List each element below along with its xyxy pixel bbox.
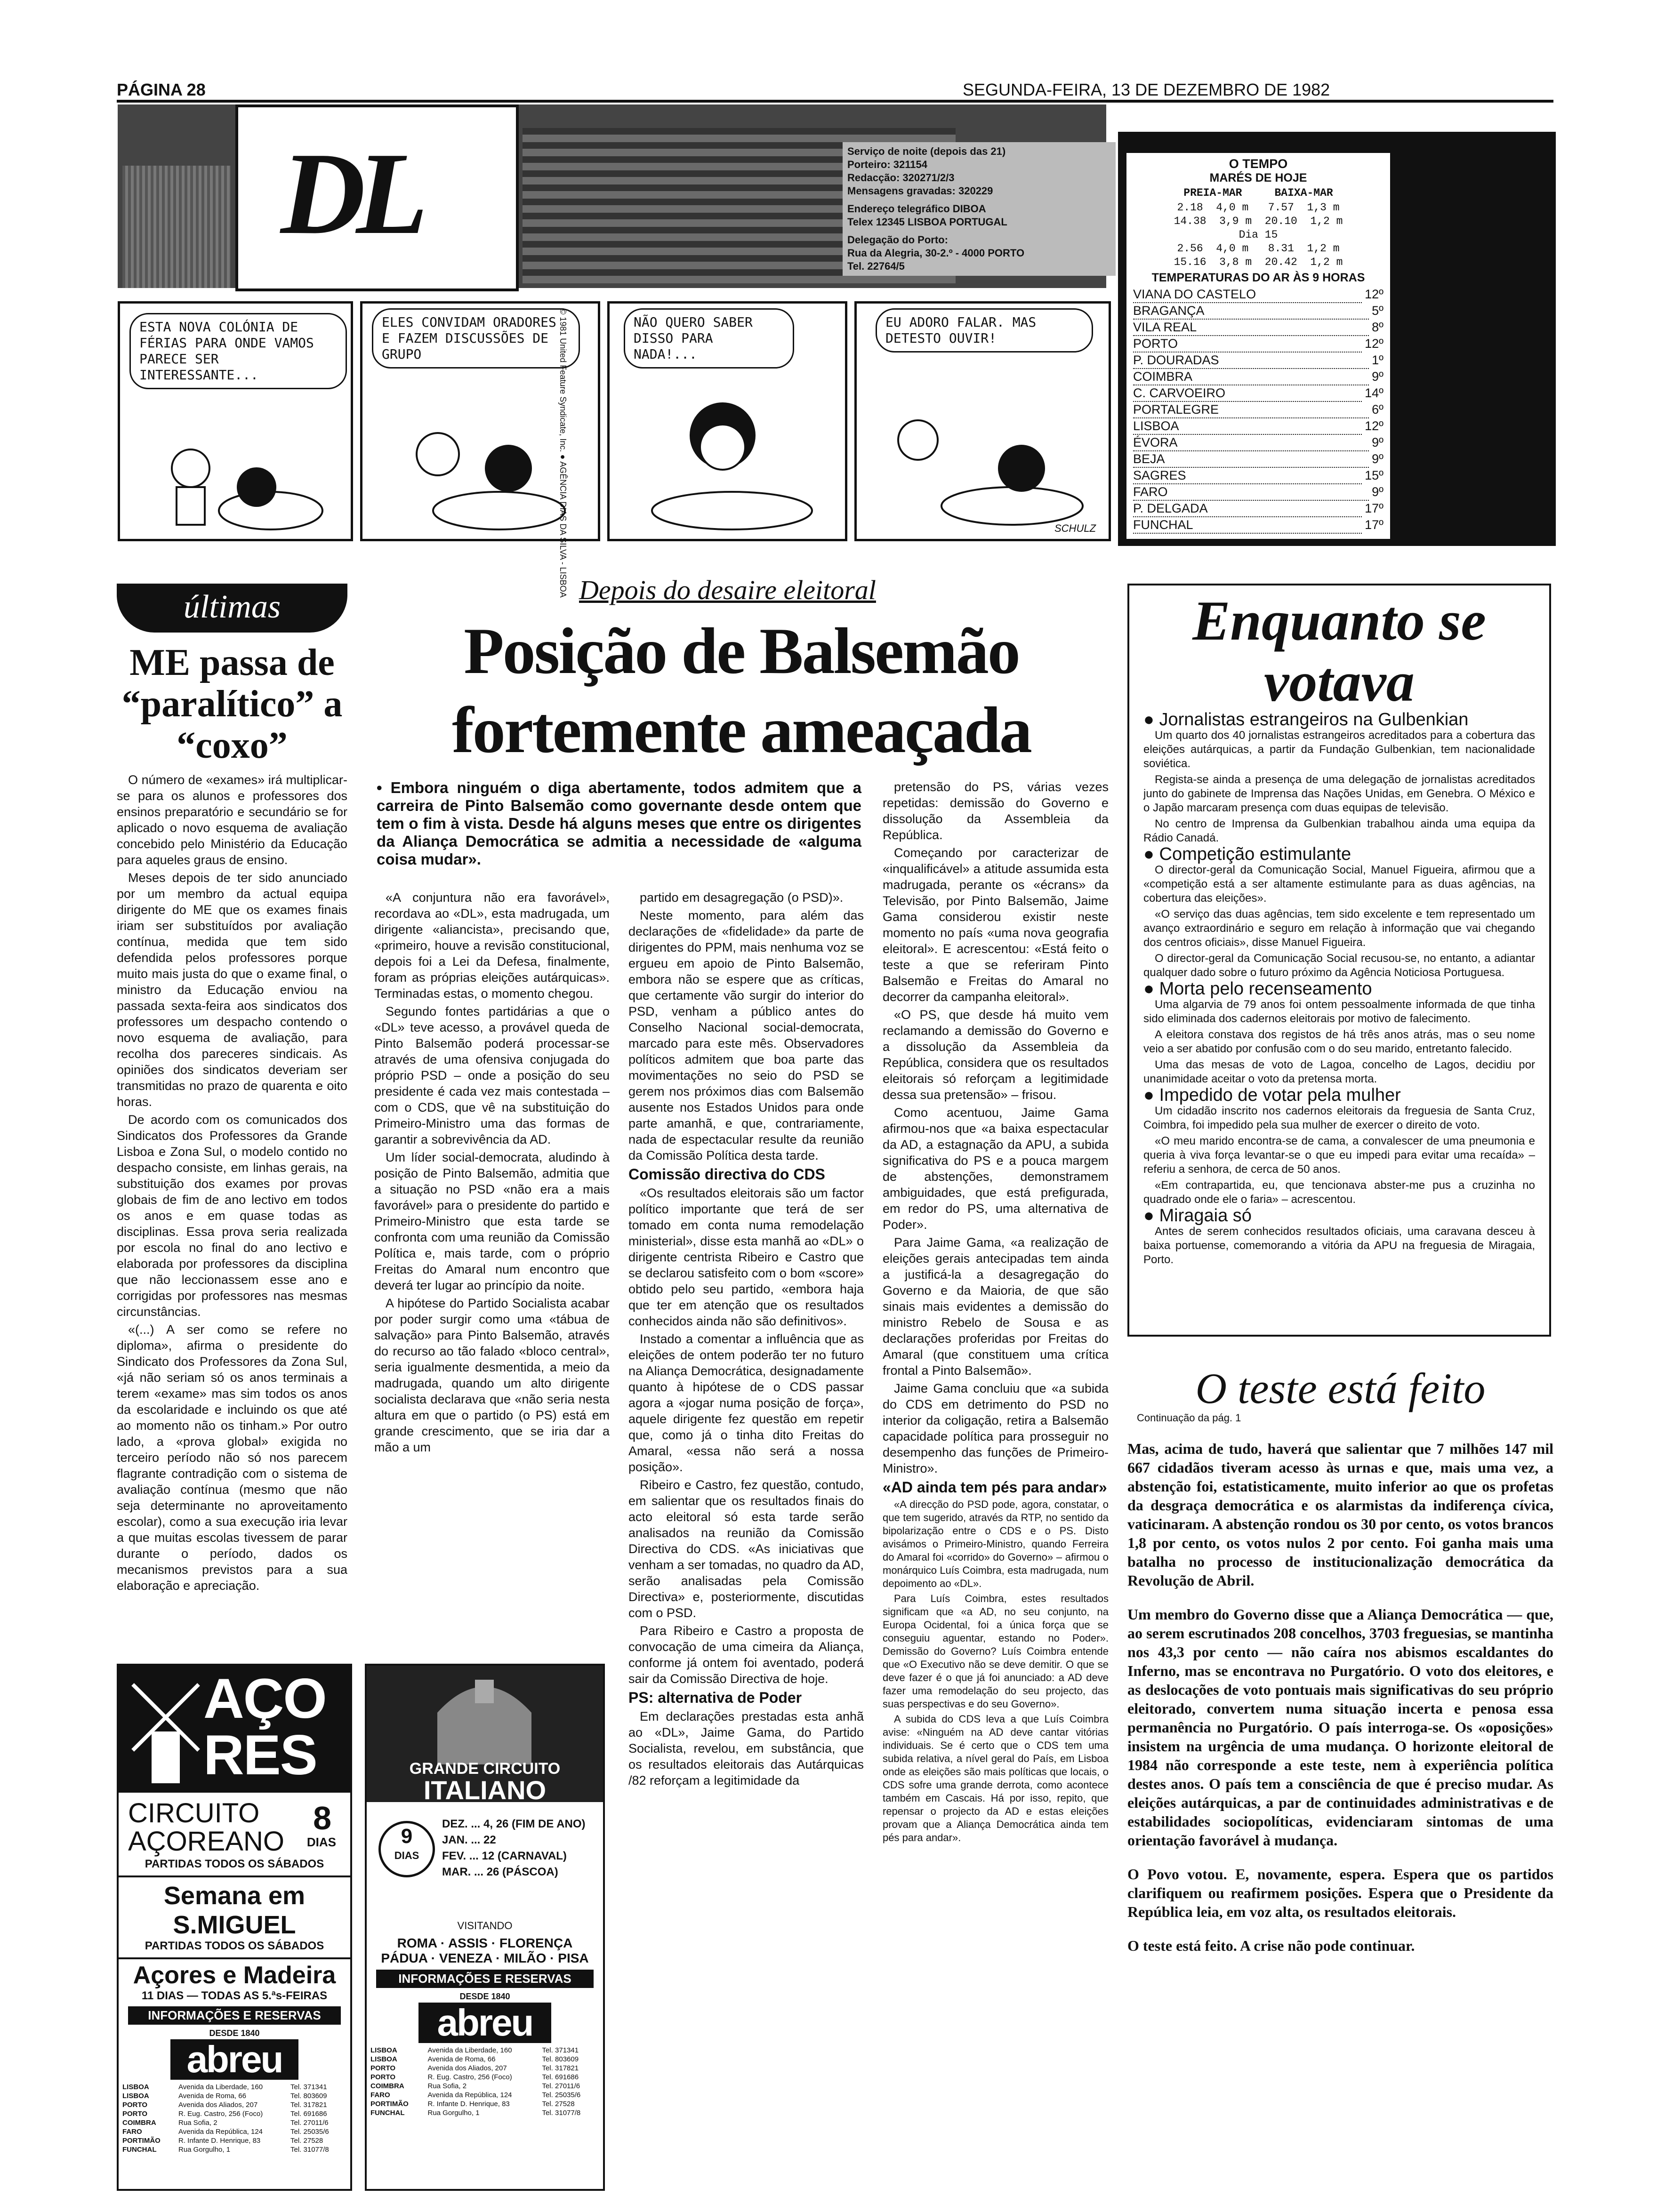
lucy-angry-drawing-icon <box>628 369 826 534</box>
city-temp: 8º <box>1372 320 1384 334</box>
main-column-3 <box>883 779 1109 1846</box>
office-city: LISBOA <box>122 2083 149 2091</box>
acores-semana: Semana em S.MIGUEL <box>119 1875 350 1940</box>
lucy-linus-drawing-icon <box>871 398 1092 529</box>
ultimas-label <box>117 584 347 633</box>
main-paragraph: A hipótese do Partido Socialista acabar por poder surgir como uma «tábua de salvação» para Pinto Balsemão, através do recurso ao tão falado «bloco central», seria igualmente desmentida, a meio da madrugada, quando um alto dirigente socialista declarava que «não seria nesta altura em que o partido (o PS) está em grande crescimento, que se iria dar a mão a um <box>374 1296 610 1454</box>
enquanto-headline: Enquanto se votava <box>1192 589 1486 713</box>
city-name: LISBOA <box>1133 418 1362 435</box>
acores-brand: abreu <box>170 2039 298 2080</box>
main-paragraph: Para Ribeiro e Castro a proposta de convocação de uma cimeira da Aliança, conforme já ontem foi aventado, poderá sair da Comissão Directiva de hoje. <box>628 1624 864 1686</box>
italia-banner <box>367 1666 603 1805</box>
city-name: VIANA DO CASTELO <box>1133 287 1362 303</box>
office-row <box>122 2109 346 2118</box>
office-row <box>122 2127 346 2136</box>
tide-row-4: 2.56 4,0 m 8.31 1,2 m <box>1177 242 1340 255</box>
teste-paragraph: O teste está feito. A crise não pode continuar. <box>1127 1937 1415 1954</box>
comic-signature: SCHULZ <box>1054 522 1096 534</box>
office-tel: Tel. 317821 <box>542 2064 579 2072</box>
main-paragraph: Em declarações prestadas esta anhã ao «DL», Jaime Gama, do Partido Socialista, revelou, em substância, que os resultados eleitorais das Autárquicas /82 reforçam a legitimidade da <box>628 1709 864 1787</box>
teste-paragraph: Um membro do Governo disse que a Aliança Democrática — que, ao serem escrutinados 208 concelhos, 3703 freguesias, se mantinha nos 43,3 por cento — não caíra nos abismos escaldantes do Inferno, mas se encontrava no Purgatório. O voto dos eleitores, e as deslocações de voto pontuais mais significativas do seu próprio eleitorado, convertem numa situação incerta e penosa essa permanência no Purgatório. O país interroga-se. Os «oposições» insistem na urgência de uma mudança. O horizonte eleitoral de 1984 não corresponde a este teste, nem à experiência política destes anos. O país tem a consciência de que é preciso mudar. As eleições autárquicas, a par de continuidades administrativas e de estabilidades sociopolíticas, evidenciaram sintomas de uma orientação favorável à mudança. <box>1127 1606 1553 1849</box>
office-addr: R. Eug. Castro, 256 (Foco) <box>178 2110 263 2118</box>
acores-madeira: Açores e Madeira <box>119 1957 350 1989</box>
italia-date-row: DEZ. ... 4, 26 (FIM DE ANO) <box>442 1818 586 1830</box>
city-temp: 15º <box>1365 468 1384 482</box>
city-row <box>1133 353 1384 369</box>
italia-cities-2: PÁDUA · VENEZA · MILÃO · PISA <box>381 1951 589 1965</box>
comic-balloon-3: NÃO QUERO SABER DISSO PARA NADA!... <box>624 308 794 369</box>
acores-days-label: DIAS <box>306 1835 336 1849</box>
ad-pes-para-andar-body <box>883 1498 1109 1844</box>
city-temp: 12º <box>1365 337 1384 351</box>
telegraph-1: Endereço telegráfico DIBOA <box>847 203 986 215</box>
ultimas-headline: ME passa de “paralítico” a “coxo” <box>121 642 343 766</box>
city-name: BEJA <box>1133 451 1369 468</box>
acores-title: AÇORES <box>203 1667 326 1787</box>
main-paragraph: Neste momento, para além das declarações de «fidelidade» da parte de dirigentes do PPM, mais nenhuma voz se ergueu em apoio de Pinto Balsemão, embora não se espere que as críticas, que certamente vão surgir do interior do PSD, venham a público antes do Conselho Nacional social-democrata, marcado para este mês. Observadores políticos admitem que boa parte das movimentações no seio do PSD se gerem nos próximos dias com Balsemão ausente nos Estados Unidos para onde parte amanhã, e que, contrariamente, nada de espectacular resulte da reunião da Comissão Política desta tarde. <box>628 908 864 1162</box>
city-row <box>1133 418 1384 435</box>
enquanto-box <box>1127 584 1551 1337</box>
night-service-block <box>843 142 1116 276</box>
italia-cities-1: ROMA · ASSIS · FLORENÇA <box>397 1936 573 1950</box>
office-addr: Avenida dos Aliados, 207 <box>427 2064 507 2072</box>
italia-title-1: GRANDE CIRCUITO <box>409 1760 561 1778</box>
main-paragraph: Segundo fontes partidárias a que o «DL» teve acesso, a provável queda de Pinto Balsemão poderá processar-se através de uma ofensiva conjugada do próprio PSD – onde a posição do seu presidente é cada vez mais contestada – com o CDS, que vê na substituição do Primeiro-Ministro uma das formas de garantir a sobrevivência da AD. <box>374 1004 610 1146</box>
office-addr: Rua Gorgulho, 1 <box>427 2109 480 2117</box>
logo-dl: DL <box>281 128 419 259</box>
main-paragraph: Jaime Gama concluiu que «a subida do CDS em detrimento do PSD no interior da coligação, retira a Balsemão capacidade política para prosseguir no desempenho das funções de Primeiro-Ministro». <box>883 1381 1109 1475</box>
main-kicker: Depois do desaire eleitoral <box>579 575 876 605</box>
office-city: FUNCHAL <box>122 2146 157 2154</box>
office-city: FARO <box>122 2128 142 2136</box>
comic-balloon-1: ESTA NOVA COLÓNIA DE FÉRIAS PARA ONDE VAMOS PARECE SER INTERESSANTE... <box>129 313 347 389</box>
main-paragraph: Como acentuou, Jaime Gama afirmou-nos que «a baixa espectacular da AD, a estagnação da APU, a subida significativa do PS e a pouca margem de abstenções, demonstramem ambiguidades, que está prefigurada, em redor do PS, uma alternativa de Poder». <box>883 1106 1109 1232</box>
acores-partidas-1: PARTIDAS TODOS OS SÁBADOS <box>145 1858 324 1870</box>
subhead-ps-alternativa: PS: alternativa de Poder <box>628 1689 802 1706</box>
office-addr: R. Eug. Castro, 256 (Foco) <box>427 2073 512 2081</box>
teste-paragraph: O Povo votou. E, novamente, espera. Espera que os partidos clarifiquem ou reafirmem posições. Espera que o Presidente da República leia, em voz alta, os resultados eleitorais. <box>1127 1866 1553 1920</box>
office-addr: Avenida da República, 124 <box>178 2128 263 2136</box>
city-name: BRAGANÇA <box>1133 303 1369 320</box>
office-addr: Avenida dos Aliados, 207 <box>178 2101 258 2109</box>
masthead <box>118 104 1106 288</box>
main-paragraph: Para Jaime Gama, «a realização de eleições gerais antecipadas tem ainda a justificá-la a desagregação do Governo e da Maioria, de que são sinais mais evidentes a demissão do ministro Rebelo de Sousa e as declarações proferidas por Freitas do Amaral (que constituem uma crítica frontal a Pinto Balsemão». <box>883 1235 1109 1378</box>
subhead-comissao-cds: Comissão directiva do CDS <box>628 1166 825 1183</box>
office-tel: Tel. 25035/6 <box>290 2128 329 2136</box>
enquanto-paragraph: Uma das mesas de voto de Lagoa, concelho de Lagos, decidiu por unanimidade aceitar o voto da pretensa morta. <box>1143 1058 1535 1085</box>
main-column-2 <box>628 890 864 1790</box>
city-temp: 9º <box>1372 485 1384 499</box>
office-addr: Avenida da Liberdade, 160 <box>427 2046 512 2054</box>
tide-row-2: 14.38 3,9 m 20.10 1,2 m <box>1174 215 1343 227</box>
comic-balloon-4: EU ADORO FALAR. MAS DETESTO OUVIR! <box>876 308 1093 353</box>
main-paragraph: partido em desagregação (o PSD)». <box>640 890 844 905</box>
comic-panel-4 <box>854 301 1111 541</box>
ultimas-paragraph: «(...) A ser como se refere no diploma», afirma o presidente do Sindicato dos Professores da Zona Sul, «já não seriam só os anos terminais a terem «exame» mas sim todos os anos da escolaridade e incluindo os que até ao momento não os tinham.» Por outro lado, a «prova global» exigida no terceiro período não só nos parecem flagrante contradição com o sistema de avaliação contínua (mesmo que não seja determinante no aproveitamento escolar), como a sua execução iria levar a que muitas escolas tivessem de parar durante o período, dados os mecanismos previstos para a sua elaboração e apreciação. <box>117 1322 347 1593</box>
page-number: PÁGINA 28 <box>117 80 206 99</box>
ultimas-paragraph: De acordo com os comunicados dos Sindicatos dos Professores da Grande Lisboa e Zona Sul, o modelo contido no despacho consiste, em linhas gerais, na substituição dos exames por provas globais de fim de ano lectivo em todos os anos e em quase todas as disciplinas. Essa prova seria realizada por escola no final do ano lectivo e elaborada por professores da disciplina que não leccionassem esse ano e corrigidas por professores nas mesmas circunstâncias. <box>117 1113 347 1319</box>
windmill-icon <box>123 1675 208 1788</box>
city-row <box>1133 501 1384 517</box>
main-paragraph: «A conjuntura não era favorável», recordava ao «DL», esta madrugada, um dirigente «aliancista», precisando que, «primeiro, houve a revisão constitucional, depois foi a Lei da Defesa, finalmente, foram as próprias eleições autárquicas». Terminadas estas, o momento chegou. <box>374 890 610 1001</box>
city-name: ÉVORA <box>1133 435 1369 451</box>
main-paragraph: A subida do CDS leva a que Luís Coimbra avise: «Ninguém na AD deve cantar vitórias individuais. Se é certo que o CDS tem uma subida relativa, a nível geral do País, em Lisboa onde as eleições são mais políticas que locais, o CDS sofre uma grande derrota, como acontece também em Cascais. Há por isso, repito, que repensar o projecto da AD e estas eleições provam que a Aliança Democrática ainda tem pés para andar». <box>883 1713 1109 1843</box>
main-paragraph: pretensão do PS, várias vezes repetidas: demissão do Governo e dissolução da Assembleia da República. <box>883 780 1109 842</box>
city-name: FARO <box>1133 484 1369 501</box>
tides-title: MARÉS DE HOJE <box>1209 171 1307 184</box>
office-city: PORTO <box>122 2110 148 2118</box>
city-row <box>1133 484 1384 501</box>
acores-banner <box>119 1666 350 1793</box>
office-tel: Tel. 803609 <box>290 2092 327 2100</box>
italia-date-row: JAN. ... 22 <box>442 1834 496 1846</box>
office-city: LISBOA <box>122 2092 149 2100</box>
office-row <box>122 2083 346 2092</box>
city-row <box>1133 369 1384 385</box>
city-name: P. DOURADAS <box>1133 353 1369 369</box>
office-city: PORTO <box>122 2101 148 2109</box>
acores-days: 8 <box>313 1800 331 1836</box>
enquanto-paragraph: O director-geral da Comunicação Social recusou-se, no entanto, a adiantar qualquer dado sobre o futuro próximo da Agência Noticiosa Portuguesa. <box>1143 952 1535 979</box>
city-name: COIMBRA <box>1133 369 1369 385</box>
office-tel: Tel. 27011/6 <box>290 2119 329 2127</box>
office-tel: Tel. 317821 <box>290 2101 327 2109</box>
office-row <box>370 2091 599 2100</box>
office-city: FUNCHAL <box>370 2109 405 2117</box>
city-temp: 9º <box>1372 435 1384 449</box>
ultimas-column <box>117 584 347 1595</box>
office-city: LISBOA <box>370 2046 397 2054</box>
enquanto-section-title: ● Jornalistas estrangeiros na Gulbenkian <box>1143 710 1469 729</box>
office-tel: Tel. 803609 <box>542 2055 579 2063</box>
acores-dias11: 11 DIAS — TODAS AS 5.ªs-FEIRAS <box>141 1989 328 2002</box>
comic-panel-3 <box>607 301 847 541</box>
office-row <box>370 2046 599 2055</box>
office-city: PORTO <box>370 2073 396 2081</box>
enquanto-section-title: ● Morta pelo recenseamento <box>1143 979 1372 999</box>
italia-offices <box>370 2046 599 2117</box>
subhead-ad-pes-para-andar: «AD ainda tem pés para andar» <box>883 1479 1107 1496</box>
office-addr: Avenida da Liberdade, 160 <box>178 2083 263 2091</box>
masthead-texture-left <box>122 166 231 288</box>
enquanto-section-title: ● Competição estimulante <box>1143 844 1351 864</box>
enquanto-paragraph: Antes de serem conhecidos resultados oficiais, uma caravana desceu à baixa portuense, comemorando a vitória da APU na freguesia de Miragaia, Porto. <box>1143 1225 1535 1266</box>
city-row <box>1133 287 1384 303</box>
ultimas-paragraph: O número de «exames» irá multiplicar-se para os alunos e professores dos ensinos preparatório e secundário se for aplicado o novo esquema de avaliação concebido pelo Ministério da Educação para aqueles graus de ensino. <box>117 773 347 867</box>
italia-date-row: MAR. ... 26 (PÁSCOA) <box>442 1866 558 1878</box>
city-temp: 14º <box>1365 386 1384 400</box>
teste-article <box>1127 1365 1553 1970</box>
weather-box <box>1118 132 1556 546</box>
header-rule <box>117 100 1553 103</box>
office-tel: Tel. 27528 <box>542 2100 575 2108</box>
italia-dates <box>442 1816 585 1880</box>
telegraph-2: Telex 12345 LISBOA PORTUGAL <box>847 216 1007 228</box>
office-city: LISBOA <box>370 2055 397 2063</box>
italia-desde: DESDE 1840 <box>459 1992 510 2001</box>
office-tel: Tel. 27528 <box>290 2137 323 2145</box>
office-tel: Tel. 27011/6 <box>542 2082 580 2090</box>
office-addr: Rua Gorgulho, 1 <box>178 2146 231 2154</box>
enquanto-section-title: ● Impedido de votar pela mulher <box>1143 1085 1401 1105</box>
office-tel: Tel. 691686 <box>542 2073 579 2081</box>
main-paragraph: «Os resultados eleitorais são um factor político importante que terá de ser tomado em conta numa remodelação ministerial», disse esta manhã ao «DL» o dirigente centrista Ribeiro e Castro que se declarou satisfeito com o bom «score» obtido pelo seu partido, «embora haja que ter em atenção que os resultados conhecidos ainda não são definitivos». <box>628 1186 864 1328</box>
enquanto-paragraph: Regista-se ainda a presença de uma delegação de jornalistas acreditados junto do gabinete de Imprensa das Nações Unidas, em Genebra. O México e o Japão marcaram presença com duas equipas de televisão. <box>1143 773 1535 814</box>
main-paragraph: «A direcção do PSD pode, agora, constatar, o que tem sugerido, através da RTP, no sentido da bipolarização entre o CDS e o PS. Disto avisámos o Primeiro-Ministro, quando Ferreira do Amaral foi «corrido» do Governo» – afirmou o monárquico Luís Coimbra, esta madrugada, num depoimento ao «DL». <box>883 1499 1109 1589</box>
office-tel: Tel. 31077/8 <box>290 2146 329 2154</box>
italia-days-label: DIAS <box>394 1850 419 1861</box>
city-row <box>1133 385 1384 402</box>
office-addr: R. Infante D. Henrique, 83 <box>427 2100 510 2108</box>
weather-inner <box>1126 153 1390 539</box>
italia-title-2: ITALIANO <box>423 1775 547 1805</box>
main-paragraph: «O PS, que desde há muito vem reclamando a demissão do Governo e a dissolução da Assembleia da República, considera que os resultados eleitorais só reforçam a legitimidade dessa sua pretensão» – frisou. <box>883 1008 1109 1102</box>
office-city: PORTIMÃO <box>122 2137 161 2145</box>
italia-days: 9 <box>401 1825 413 1848</box>
main-lead: • Embora ninguém o diga abertamente, todos admitem que a carreira de Pinto Balsemão como governante desde ontem que tem o fim à vista. Desde há alguns meses que entre os dirigentes da Aliança Democrática se admitia a necessidade de «alguma coisa mudar». <box>377 779 861 868</box>
city-temp: 9º <box>1372 369 1384 384</box>
ad-acores <box>117 1664 352 2191</box>
enquanto-body <box>1143 710 1535 1267</box>
office-row <box>122 2118 346 2127</box>
porto-2: Rua da Alegria, 30-2.º - 4000 PORTO <box>847 247 1025 259</box>
office-row <box>122 2100 346 2109</box>
office-row <box>370 2064 599 2073</box>
ad-italia <box>365 1664 605 2191</box>
city-name: VILA REAL <box>1133 320 1369 336</box>
main-paragraph: Um líder social-democrata, aludindo à posição de Pinto Balsemão, admitia que a situação no PSD «não era a mais favorável» para o presidente do partido e Primeiro-Ministro que esta tarde se confronta com uma reunião da Comissão Política e, mais tarde, com o próprio Freitas do Amaral num encontro que deverá ter lugar ao princípio da noite. <box>374 1150 610 1292</box>
office-city: PORTO <box>370 2064 396 2072</box>
logo-box <box>235 104 519 291</box>
city-row <box>1133 517 1384 534</box>
city-row <box>1133 402 1384 418</box>
office-addr: Avenida da República, 124 <box>427 2091 512 2099</box>
main-paragraph: Para Luís Coimbra, estes resultados significam que «a AD, no seu conjunto, na Europa Ocidental, foi a única força que se conseguiu aguentar, estando no Poder». Demissão do Governo? Luís Coimbra entende que «O Executivo não se deve demitir. O que se deve fazer é o que já foi anunciado: a AD deve fazer uma remodelação do seu projecto, das suas perspectivas e do seu Governo». <box>883 1593 1109 1710</box>
acores-offices <box>122 2083 346 2154</box>
main-column-1 <box>374 890 610 1457</box>
night-service-2: Porteiro: 321154 <box>847 159 927 170</box>
acores-partidas-2: PARTIDAS TODOS OS SÁBADOS <box>145 1940 324 1952</box>
night-service-1: Serviço de noite (depois das 21) <box>847 145 1006 157</box>
office-row <box>370 2108 599 2117</box>
night-service-3: Redacção: 320271/2/3 <box>847 172 955 184</box>
comic-balloon-2: ELES CONVIDAM ORADORES E FAZEM DISCUSSÕES DE GRUPO <box>372 308 580 369</box>
acores-circuito: CIRCUITO AÇOREANO <box>128 1798 284 1857</box>
city-row <box>1133 303 1384 320</box>
office-row <box>122 2092 346 2100</box>
city-temp: 17º <box>1365 518 1384 532</box>
city-temp: 12º <box>1365 419 1384 433</box>
enquanto-paragraph: «Em contrapartida, eu, que tencionava abster-me pus a cruzinha no quadrado onde ele o faria» – acrescentou. <box>1143 1179 1535 1206</box>
teste-paragraph: Mas, acima de tudo, haverá que salientar que 7 milhões 147 mil 667 cidadãos tiveram acesso às urnas e que, mais uma vez, a abstenção foi, estatisticamente, muito inferior ao que os profetas da desgraça democrática e os alarmistas da indiferença cívica, vaticinaram. A abstenção rondou os 30 por cento, os votos brancos 1,8 por cento, os votos nulos 2 por cento. Foi ganha mais uma batalha no processo de institucionalização democrática da Revolução de Abril. <box>1127 1440 1553 1589</box>
tide-row-3: Dia 15 <box>1239 229 1278 241</box>
italia-days-circle <box>378 1821 435 1877</box>
tide-row-5: 15.16 3,8 m 20.42 1,2 m <box>1174 256 1343 268</box>
teste-continuation: Continuação da pág. 1 <box>1137 1412 1241 1424</box>
italia-brand: abreu <box>418 2003 551 2043</box>
city-temp: 9º <box>1372 452 1384 466</box>
office-city: COIMBRA <box>370 2082 404 2090</box>
office-tel: Tel. 371341 <box>290 2083 327 2091</box>
ultimas-paragraph: Meses depois de ter sido anunciado por um membro da actual equipa dirigente do ME que os exames finais iriam ser substituídos por avaliação contínua, medida que tem sido defendida pelos professores porque muito mais justa do que o exame final, o ministro da Educação enviou na passada sexta-feira aos sindicatos dos professores um despacho contendo o novo esquema de avaliação, para recolha dos pareceres sindicais. As opiniões dos sindicatos deveriam ser transmitidas no prazo de quarenta e oito horas. <box>117 871 347 1109</box>
city-temp: 5º <box>1372 304 1384 318</box>
city-temp: 6º <box>1372 402 1384 417</box>
enquanto-paragraph: Um quarto dos 40 jornalistas estrangeiros acreditados para a cobertura das eleições autárquicas, a partir da Fundação Gulbenkian, tem nacionalidade soviética. <box>1143 729 1535 770</box>
office-tel: Tel. 371341 <box>542 2046 579 2054</box>
porto-3: Tel. 22764/5 <box>847 260 905 272</box>
office-row <box>122 2136 346 2145</box>
italia-visitando: VISITANDO <box>457 1920 513 1931</box>
city-name: PORTALEGRE <box>1133 402 1369 418</box>
city-name: SAGRES <box>1133 468 1362 484</box>
city-row <box>1133 451 1384 468</box>
office-row <box>370 2100 599 2108</box>
office-addr: R. Infante D. Henrique, 83 <box>178 2137 261 2145</box>
italia-info: INFORMAÇÕES E RESERVAS <box>376 1970 594 1988</box>
ultimas-body <box>117 772 347 1594</box>
city-name: PORTO <box>1133 336 1362 353</box>
city-temperature-list <box>1133 287 1384 534</box>
office-row <box>122 2145 346 2154</box>
main-paragraph: Instado a comentar a influência que as eleições de ontem poderão ter no futuro na Aliança Democrática, designadamente quanto à hipótese de o CDS passar agora a «jogar numa posição de força», aquele dirigente fez questão em repetir que, como já o tinha dito Freitas do Amaral, «essa não será a nossa posição». <box>628 1332 864 1474</box>
tide-row-1: 2.18 4,0 m 7.57 1,3 m <box>1177 201 1340 214</box>
office-addr: Rua Sofia, 2 <box>427 2082 467 2090</box>
city-temp: 12º <box>1365 287 1384 301</box>
tides-columns: PREIA-MAR BAIXA-MAR <box>1183 187 1333 199</box>
enquanto-paragraph: No centro de Imprensa da Gulbenkian trabalhou ainda uma equipa da Rádio Canadá. <box>1143 817 1535 844</box>
acores-info: INFORMAÇÕES E RESERVAS <box>128 2006 341 2025</box>
office-city: COIMBRA <box>122 2119 156 2127</box>
office-row <box>370 2082 599 2091</box>
teste-body <box>1127 1439 1553 1955</box>
edition-date: SEGUNDA-FEIRA, 13 DE DEZEMBRO DE 1982 <box>963 80 1330 99</box>
city-row <box>1133 468 1384 484</box>
office-city: FARO <box>370 2091 390 2099</box>
porto-1: Delegação do Porto: <box>847 234 948 246</box>
office-addr: Rua Sofia, 2 <box>178 2119 217 2127</box>
enquanto-paragraph: O director-geral da Comunicação Social, Manuel Figueira, afirmou que a «competição está a ser altamente estimulante para as duas agências, na cobertura das eleições». <box>1143 864 1535 905</box>
city-name: P. DELGADA <box>1133 501 1362 517</box>
city-temp: 17º <box>1365 501 1384 515</box>
office-row <box>370 2073 599 2082</box>
temps-title: TEMPERATURAS DO AR ÀS 9 HORAS <box>1151 271 1365 284</box>
enquanto-paragraph: Um cidadão inscrito nos cadernos eleitorais da freguesia de Santa Cruz, Coimbra, foi impedido pela sua mulher de exercer o direito de voto. <box>1143 1105 1535 1131</box>
linus-drawing-icon <box>148 426 327 534</box>
city-row <box>1133 320 1384 336</box>
comic-credit: © 1981 United Feature Syndicate, Inc. ● AGÊNCIA DIAS DA SILVA - LISBOA <box>558 308 568 598</box>
comic-panel-2 <box>360 301 600 598</box>
comic-panel-1 <box>118 301 353 541</box>
lucy-drawing-icon <box>381 417 579 534</box>
teste-headline: O teste está feito <box>1195 1364 1486 1412</box>
city-row <box>1133 435 1384 451</box>
office-tel: Tel. 31077/8 <box>542 2109 581 2117</box>
office-addr: Avenida de Roma, 66 <box>178 2092 246 2100</box>
main-paragraph: Começando por caracterizar de «inqualificável» a atitude assumida esta madrugada, perante os «écrans» da Televisão, por Pinto Balsemão, Jaime Gama considerou existir neste momento no país «uma nova geografia eleitoral». E acrescentou: «Está feito o teste a que se referiram Pinto Balsemão e Freitas do Amaral no decorrer da campanha eleitoral». <box>883 846 1109 1004</box>
cathedral-icon <box>400 1670 569 1764</box>
night-service-4: Mensagens gravadas: 320229 <box>847 185 993 197</box>
ultimas-label-text: últimas <box>183 589 281 625</box>
enquanto-paragraph: Uma algarvia de 79 anos foi ontem pessoalmente informada de que tinha sido eliminada dos cadernos eleitorais por motivo de falecimento. <box>1143 998 1535 1025</box>
office-addr: Avenida de Roma, 66 <box>427 2055 496 2063</box>
office-tel: Tel. 25035/6 <box>542 2091 581 2099</box>
enquanto-paragraph: «O meu marido encontra-se de cama, a convalescer de uma pneumonia e queria à viva força levantar-se o que eu impedi para evitar uma recaída» – referiu a senhora, de cerca de 50 anos. <box>1143 1135 1535 1176</box>
office-row <box>370 2055 599 2064</box>
italia-date-row: FEV. ... 12 (CARNAVAL) <box>442 1850 567 1862</box>
city-row <box>1133 336 1384 353</box>
main-headline: Posição de Balsemão fortemente ameaçada <box>452 615 1031 767</box>
enquanto-paragraph: A eleitora constava dos registos de há três anos atrás, mas o seu nome veio a ser abatido por confusão com o do seu marido, entretanto falecido. <box>1143 1028 1535 1055</box>
acores-desde: DESDE 1840 <box>209 2028 260 2038</box>
main-paragraph: Ribeiro e Castro, fez questão, contudo, em salientar que os resultados finais do acto eleitoral só esta tarde serão analisados na reunião da Comissão Directiva do CDS. «As iniciativas que venham a ser tomadas, no quadro da AD, serão analisadas pela Comissão Directiva» e, posteriormente, discutidas com o PSD. <box>628 1478 864 1620</box>
city-name: FUNCHAL <box>1133 517 1362 534</box>
enquanto-paragraph: «O serviço das duas agências, tem sido excelente e tem representado um avanço extraordinário e seguro em relação à informação que vai chegando dos centros oficiais», disse Manuel Figueira. <box>1143 908 1535 949</box>
weather-title: O TEMPO <box>1229 157 1288 171</box>
enquanto-section-title: ● Miragaia só <box>1143 1206 1252 1226</box>
city-temp: 1º <box>1372 353 1384 367</box>
office-city: PORTIMÃO <box>370 2100 409 2108</box>
office-tel: Tel. 691686 <box>290 2110 327 2118</box>
city-name: C. CARVOEIRO <box>1133 385 1362 402</box>
